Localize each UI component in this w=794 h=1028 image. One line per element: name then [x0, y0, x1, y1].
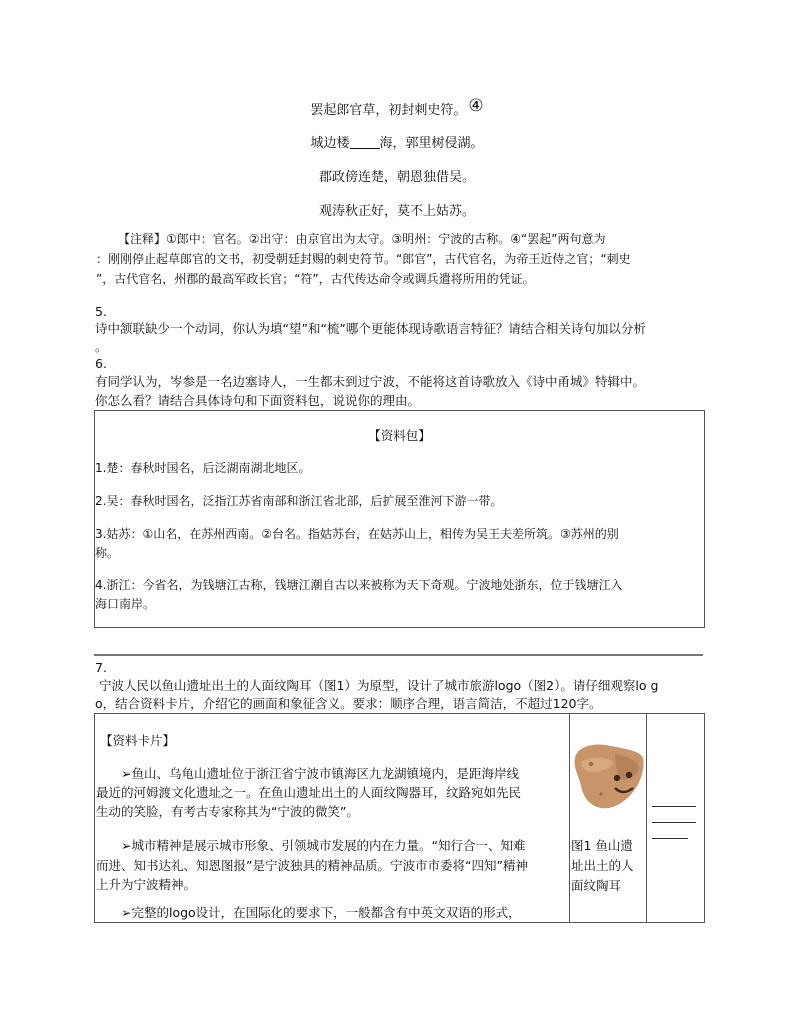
annotation-line-3: ”，古代官名，州郡的最高军政长官；“符”，古代传达命令或调兵遣将所用的凭证。: [96, 272, 535, 286]
figure-caption: [571, 836, 647, 896]
poem-line-2-post: 海，郭里树侵湖。: [379, 136, 484, 151]
question-6-number: 6.: [95, 356, 107, 371]
figure-caption-line-1: 图1 鱼山遗: [571, 838, 633, 853]
question-5-tail: 。: [95, 339, 108, 354]
material-item-4-line-1: 4.浙江：今省名，为钱塘江古称，钱塘江潮自古以来被称为天下奇观。宁波地处浙东，位于钱塘江入: [95, 578, 623, 592]
material-item-4-line-2: 海口南岸。: [95, 597, 156, 611]
question-5-text: 诗中颔联缺少一个动词，你认为填“望”和“梳”哪个更能体现诗歌语言特征？请结合相关诗句加以分析: [95, 321, 646, 336]
section-divider: [94, 654, 703, 656]
question-7-line-2: o，结合资料卡片，介绍它的画面和象征含义。要求：顺序合理，语言简洁，不超过120字。: [95, 696, 602, 711]
material-item-2: 2.吴：春秋时国名，泛指江苏省南部和浙江省北部，后扩展至淮河下游一带。: [95, 494, 503, 508]
answer-line-1[interactable]: [652, 806, 696, 807]
footnote-marker: ④: [468, 96, 484, 116]
answer-blank[interactable]: [350, 136, 380, 149]
card-paragraph-1-line-3: 生动的笑脸，有考古专家称其为“宁波的微笑”。: [96, 804, 359, 819]
material-item-1: 1.楚：春秋时国名，后泛湖南湖北地区。: [95, 461, 311, 475]
card-title: 【资料卡片】: [100, 733, 176, 748]
poem-line-2: [0, 132, 794, 151]
poem-line-1: [0, 96, 794, 118]
pottery-ear-image: [571, 728, 645, 818]
card-paragraph-3: ➢完整的logo设计，在国际化的要求下，一般都含有中英文双语的形式，: [121, 905, 521, 920]
table-column-divider-1: [569, 713, 570, 922]
question-7-line-1: 宁波人民以鱼山遗址出土的人面纹陶耳（图1）为原型，设计了城市旅游logo（图2）。请仔细观察lo g: [99, 678, 659, 693]
card-paragraph-2-line-3: 上升为宁波精神。: [96, 877, 197, 892]
annotation-line-2: ：刚刚停止起草郎官的文书，初受朝廷封赐的刺史符节。“郎官”，古代官名，为帝王近侍之官；“刺史: [96, 252, 631, 266]
material-item-3-line-2: 称。: [95, 546, 120, 560]
poem-line-3: 郡政傍连楚，朝恩独借吴。: [318, 170, 475, 185]
card-paragraph-1-line-2: 最近的河姆渡文化遗址之一。在鱼山遗址出土的人面纹陶器耳，纹路宛如先民: [96, 785, 522, 800]
card-paragraph-1-line-1: ➢鱼山、乌龟山遗址位于浙江省宁波市镇海区九龙湖镇境内，是距海岸线: [121, 766, 519, 781]
annotation-line-1: 【注释】①郎中：官名。②出守：由京官出为太守。③明州：宁波的古称。④“罢起”两句意为: [118, 232, 606, 246]
question-6-line-2: 你怎么看？请结合具体诗句和下面资料包，说说你的理由。: [95, 393, 421, 408]
answer-line-2[interactable]: [652, 822, 696, 823]
material-package-title: 【资料包】: [368, 428, 431, 443]
question-5-number: 5.: [95, 304, 107, 319]
material-item-3-line-1: 3.姑苏：①山名，在苏州西南。②台名。指姑苏台，在姑苏山上，相传为吴王夫差所筑。③苏州的别: [95, 527, 619, 541]
poem-line-2-pre: 城边楼: [310, 136, 350, 151]
pottery-ear-illustration: [571, 728, 645, 818]
question-6-line-1: 有同学认为，岑参是一名边塞诗人，一生都未到过宁波，不能将这首诗歌放入《诗中甬城》特辑中。: [95, 374, 646, 389]
question-7-number: 7.: [95, 660, 107, 675]
poem-line-1-text: 罢起郎官草，初封刺史符。: [310, 103, 467, 118]
figure-caption-line-3: 面纹陶耳: [571, 878, 622, 893]
card-paragraph-2-line-1: ➢城市精神是展示城市形象、引领城市发展的内在力量。“知行合一、知难: [121, 838, 526, 853]
figure-caption-line-2: 址出土的人: [571, 858, 634, 873]
card-paragraph-2-line-2: 而进、知书达礼、知恩图报”是宁波独具的精神品质。宁波市市委将“四知”精神: [96, 858, 528, 873]
answer-line-3[interactable]: [652, 838, 688, 839]
poem-line-4: 观涛秋正好，莫不上姑苏。: [318, 204, 475, 219]
